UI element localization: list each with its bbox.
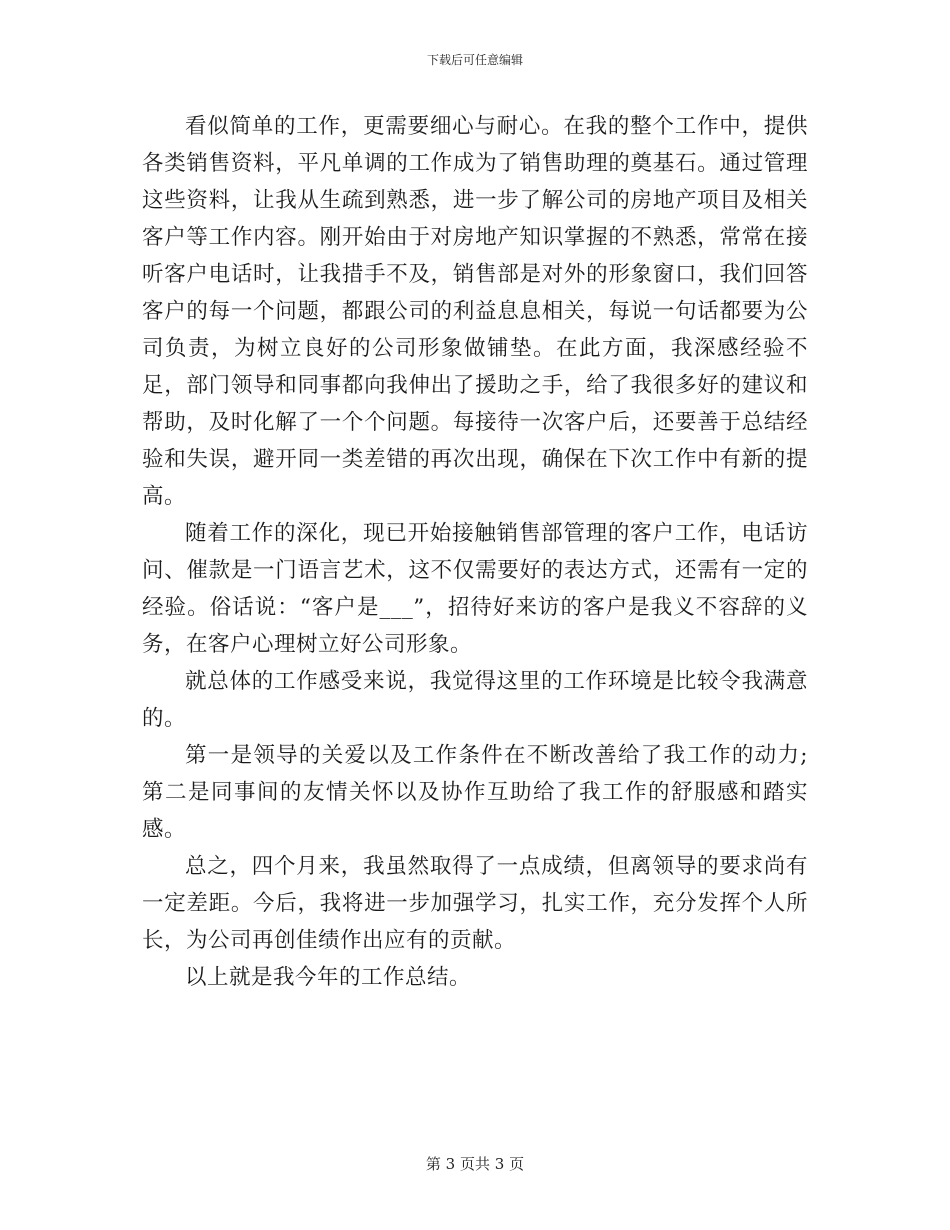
page-header: 下载后可任意编辑: [426, 53, 523, 67]
paragraph-1: 看似简单的工作，更需要细心与耐心。在我的整个工作中，提供各类销售资料，平凡单调的工作成为了销售助理的奠基石。通过管理这些资料，让我从生疏到熟悉，进一步了解公司的房地产项目及相关客户等工作内容。刚开始由于对房地产知识掌握的不熟悉，常常在接听客户电话时，让我措手不及，销售部是对外的形象窗口，我们回答客户的每一个问题，都跟公司的利益息息相关，每说一句话都要为公司负责，为树立良好的公司形象做铺垫。在此方面，我深感经验不足，部门领导和同事都向我伸出了援助之手，给了我很多好的建议和帮助，及时化解了一个个问题。每接待一次客户后，还要善于总结经验和失误，避开同一类差错的再次出现，确保在下次工作中有新的提高。: [142, 114, 808, 509]
paragraph-2: 随着工作的深化，现已开始接触销售部管理的客户工作，电话访问、催款是一门语言艺术，这不仅需要好的表达方式，还需有一定的经验。俗话说：“客户是___”，招待好来访的客户是我义不容辞的义务，在客户心理树立好公司形象。: [142, 521, 808, 657]
paragraph-3: 就总体的工作感受来说，我觉得这里的工作环境是比较令我满意的。: [142, 669, 808, 731]
paragraph-4: 第一是领导的关爱以及工作条件在不断改善给了我工作的动力;第二是同事间的友情关怀以及协作互助给了我工作的舒服感和踏实感。: [142, 743, 808, 842]
paragraph-5: 总之，四个月来，我虽然取得了一点成绩，但离领导的要求尚有一定差距。今后，我将进一步加强学习，扎实工作，充分发挥个人所长，为公司再创佳绩作出应有的贡献。: [142, 854, 808, 953]
page-number: 第 3 页共 3 页: [425, 1155, 525, 1173]
paragraph-6: 以上就是我今年的工作总结。: [185, 965, 472, 990]
document-body: [142, 108, 808, 996]
